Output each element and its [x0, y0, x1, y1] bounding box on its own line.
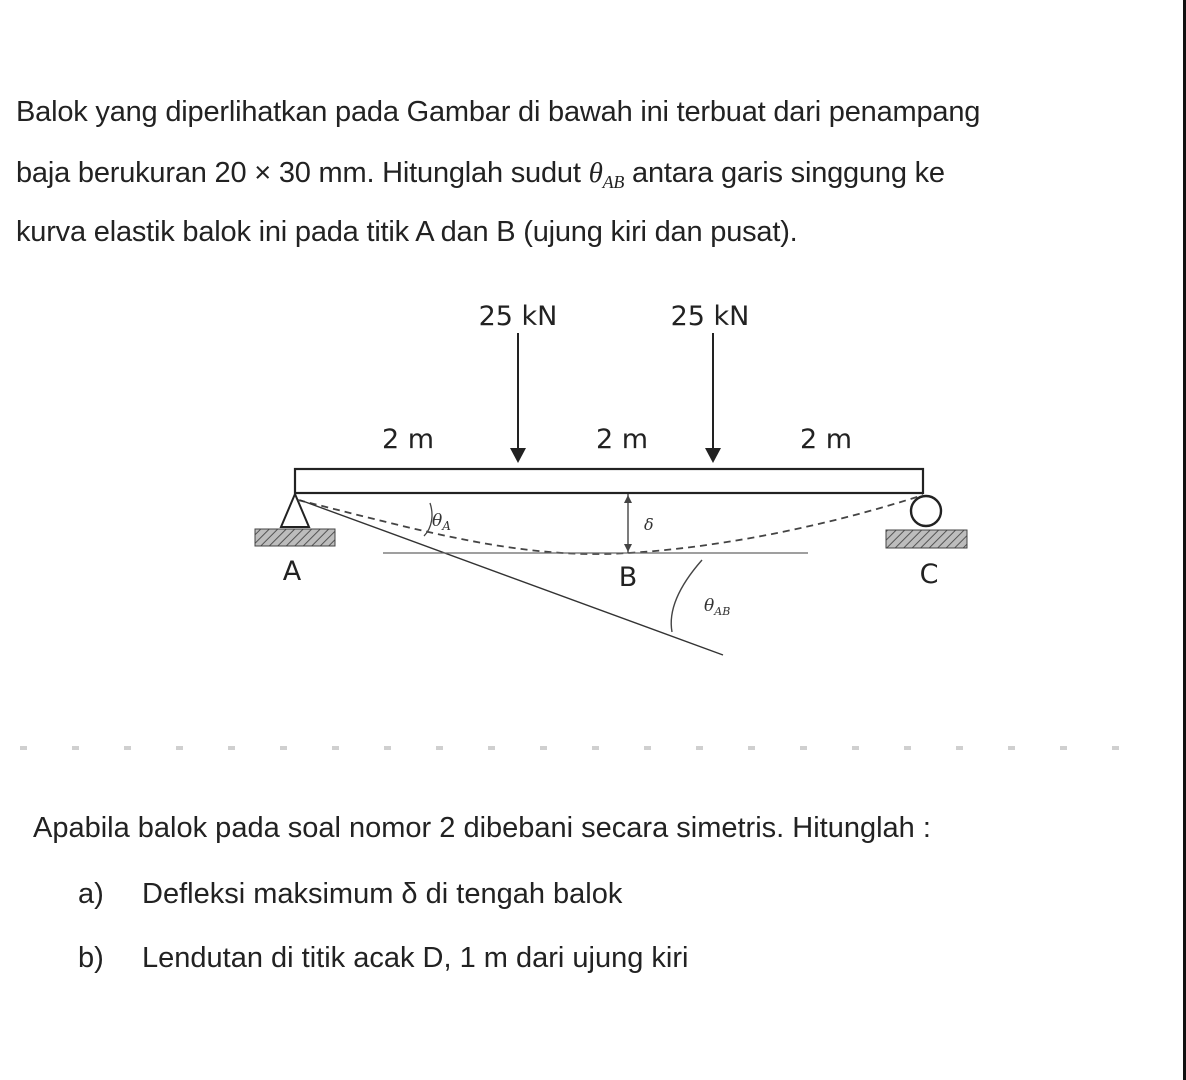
- item-a-text: Defleksi maksimum δ di tengah balok: [142, 878, 623, 910]
- theta-ab-arc: [671, 560, 702, 632]
- delta-symbol: δ: [644, 515, 654, 534]
- item-b-text: Lendutan di titik acak D, 1 m dari ujung kiri: [142, 942, 689, 974]
- problem2-item-a: [78, 878, 622, 911]
- item-a-label: a): [78, 878, 104, 910]
- span-label-2: 2 m: [595, 424, 649, 455]
- theta-a-symbol: $\theta_A$: [432, 511, 451, 533]
- load-label-1: 25 kN: [478, 301, 558, 332]
- problem1-line2-pre: baja berukuran 20 × 30 mm. Hitunglah sudut: [16, 157, 589, 189]
- load-label-2: 25 kN: [670, 301, 750, 332]
- problem1-line3: kurva elastik balok ini pada titik A dan B (ujung kiri dan pusat).: [16, 216, 798, 248]
- elastic-curve: [298, 495, 923, 554]
- pin-support-a: [255, 494, 335, 546]
- problem1-line2-post: antara garis singgung ke: [624, 157, 945, 189]
- load-arrow-2: [705, 333, 721, 463]
- theta-ab-symbol: $\theta_{AB}$: [588, 157, 625, 192]
- problem2-item-b: [78, 942, 688, 975]
- roller-support-c: [886, 496, 967, 548]
- theta-ab-symbol: $\theta_{AB}$: [704, 596, 731, 618]
- tangent-line-a: [300, 500, 723, 655]
- delta-dimension: [624, 494, 632, 553]
- point-label-c: C: [919, 559, 939, 590]
- problem2-intro: Apabila balok pada soal nomor 2 dibebani secara simetris. Hitunglah :: [33, 812, 931, 844]
- load-arrow-1: [510, 333, 526, 463]
- span-label-1: 2 m: [381, 424, 435, 455]
- cut-off-text-line: [20, 746, 1120, 750]
- span-label-3: 2 m: [799, 424, 853, 455]
- problem1-line1: Balok yang diperlihatkan pada Gambar di bawah ini terbuat dari penampang: [16, 96, 981, 128]
- point-label-b: B: [618, 562, 638, 593]
- point-label-a: A: [282, 556, 302, 587]
- theta-a-arc: [424, 503, 432, 536]
- item-b-label: b): [78, 942, 104, 974]
- beam: [295, 469, 923, 493]
